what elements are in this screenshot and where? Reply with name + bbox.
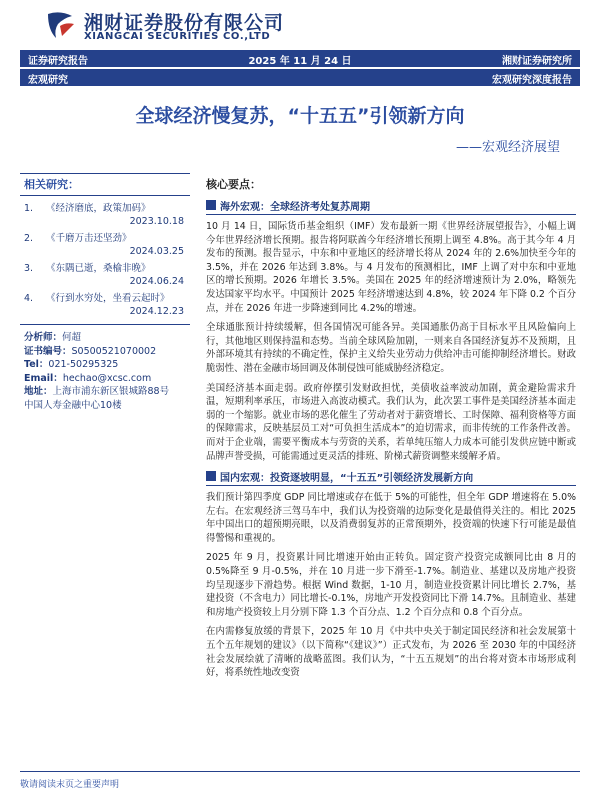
paragraph: 我们预计第四季度 GDP 同比增速或存在低于 5%的可能性，但全年 GDP 增速将在 5.0%左右。在宏观经济三驾马车中，我们认为投资端的边际变化是最值得关注的。相比 2025 年中国出口的超预期亮眼，以及消费弱复苏的正常预期外，投资端的快速下行可能是最值得警惕和重视的。 xyxy=(206,492,576,544)
footer-disclaimer: 敬请阅读末页之重要声明 xyxy=(20,780,120,790)
page-title: 全球经济慢复苏，“十五五”引领新方向 xyxy=(135,105,465,127)
institute-name: 湘财证券研究所 xyxy=(502,56,572,67)
paragraph: 在内需修复放缓的背景下，2025 年 10 月《中共中央关于制定国民经济和社会发展第十五个五年规划的建议》（以下简称“《建议》”）正式发布，为 2026 至 2030 年的中国经济社会发展绘就了清晰的战略蓝图。我们认为，“十五五规划”的出台将对资本市场形成利好，将系统性地改变资 xyxy=(206,626,576,679)
related-research-date: 2024.06.24 xyxy=(129,276,184,287)
paragraph: 全球通胀预计持续缓解，但各国情况可能各异。美国通胀仍高于目标水平且风险偏向上行，其他地区则保持温和态势。当前全球风险加剧，一则来自各国经济复苏不及预期，且外部环境其有持续的不确定性，保护主义给失业劳动力供给冲击可能抑制经济增长。财政脆弱性、潜在金融市场回调及体制侵蚀可能威胁经济稳定。 xyxy=(206,322,576,374)
analyst-tel: 021-50295325 xyxy=(48,359,119,370)
analyst-cert: S0500521070002 xyxy=(71,345,157,357)
company-logo xyxy=(44,4,404,44)
header-bar-bottom xyxy=(20,69,580,86)
company-logo-icon xyxy=(44,8,76,40)
related-research-item[interactable]: 2. 《千磨万击还坚劲》 2024.03.25 xyxy=(20,232,190,258)
paragraph: 2025 年 9 月，投资累计同比增速开始由正转负。固定资产投资完成额同比由 8 月的 0.5%降至 9 月-0.5%，并在 10 月进一步下滑至-1.7%。制造业、基建以及房地产投资均呈现逐步下滑趋势。根据 Wind 数据，1-10 月，制造业投资累计同比增长 2.7%，基建投资（不含电力）同比增长-0.1%，房地产开发投资同比下滑 14.7%。且制造业、基建和房地产投资较上月分别下降 1.3 个百分点、1.2 个百分点和 0.8 个百分点。 xyxy=(206,552,576,618)
related-research-item[interactable]: 3. 《东隅已逝，桑榆非晚》 2024.06.24 xyxy=(20,262,190,288)
related-research-item[interactable]: 4. 《行到水穷处，坐看云起时》 2024.12.23 xyxy=(20,292,190,318)
related-research-title: 《千磨万击还坚劲》 xyxy=(46,233,132,244)
related-research-item[interactable]: 1. 《经济磨底，政策加码》 2023.10.18 xyxy=(20,202,190,228)
sidebar-divider xyxy=(20,324,190,325)
report-category: 宏观研究 xyxy=(28,75,68,86)
related-research-date: 2023.10.18 xyxy=(129,216,184,227)
sidebar xyxy=(20,173,190,412)
related-research-title: 《经济磨底，政策加码》 xyxy=(46,203,151,214)
company-name-en: XIANGCAI SECURITIES CO.,LTD xyxy=(84,31,271,42)
related-research-title: 《东隅已逝，桑榆非晚》 xyxy=(46,263,151,274)
page-subtitle: ——宏观经济展望 xyxy=(455,140,560,155)
header-bar-top xyxy=(20,50,580,67)
section-heading-domestic: 国内宏观：投资逐坡明显，“十五五”引领经济发展新方向 xyxy=(206,469,576,485)
section-heading-overseas: 海外宏观：全球经济考处复苏周期 xyxy=(206,198,576,214)
paragraph: 10 月 14 日，国际货币基金组织（IMF）发布最新一期《世界经济展望报告》，小幅上调今年世界经济增长预期。报告将阿联酋今年经济增长预期上调至 4.8%。高于其今年 4 月发布的预测。报告显示，中东和中亚地区的经济增长将从 2024 年的 2.6%加快至今年的 3.5%，并在 2026 年达到 3.8%。与 4 月发布的预测相比，IMF 上调了对中东和中亚地区的增长预期。2026 年增长 3.5%。美国在 2025 年的经济增速预计为 2.0%，略领先发达国家平均水平。中国预计 2025 年经济增速达到 4.8%，较 2024 年下降 0.2 个百分点，并在 2026 年进一步降速到同比 4.2%的增速。 xyxy=(206,221,576,314)
analyst-info: 分析师：何超 证书编号：S0500521070002 Tel：021-50295325 Email：hechao@xcsc.com 地址：上海市浦东新区银城路88号 中国人寿金融中心10楼 xyxy=(24,332,170,411)
related-research-heading: 相关研究： xyxy=(20,173,190,196)
company-name-cn: 湘财证券股份有限公司 xyxy=(84,12,285,34)
related-research-date: 2024.03.25 xyxy=(129,246,184,257)
related-research-title: 《行到水穷处，坐看云起时》 xyxy=(46,293,170,304)
section-marker-icon xyxy=(206,471,216,481)
analyst-name: 何超 xyxy=(62,332,82,343)
footer-divider xyxy=(20,771,580,772)
analyst-address: 上海市浦东新区银城路88号 xyxy=(52,386,170,397)
related-research-date: 2024.12.23 xyxy=(129,306,184,317)
section-marker-icon xyxy=(206,200,216,210)
main-content xyxy=(206,176,576,680)
related-research-list xyxy=(20,202,190,318)
core-points-heading: 核心要点： xyxy=(206,178,261,191)
analyst-email[interactable]: hechao@xcsc.com xyxy=(62,372,152,384)
paragraph: 美国经济基本面走弱。政府停摆引发财政担忧，美债收益率波动加剧，黄金避险需求升温，短期利率承压，市场进入高波动模式。我们认为，此次罢工事件是美国经济基本面走弱的一个缩影。就业市场的恶化催生了劳动者对于薪资增长、工时保障、福利资格等方面的保障需求，反映基层员工对“可负担生活成本”的迫切需求，而非传统的工作条件改善。而对于企业端，需要平衡成本与劳资的关系，若单纯压缩人力成本可能引发供应链中断或品牌声誉受损，可能需通过更灵活的排班、阶梯式薪资调整来缓解矛盾。 xyxy=(206,382,576,462)
analyst-address-line2: 中国人寿金融中心10楼 xyxy=(24,399,122,411)
report-type: 证券研究报告 xyxy=(28,56,88,67)
report-date: 2025 年 11 月 24 日 xyxy=(248,56,352,67)
report-subcategory: 宏观研究深度报告 xyxy=(492,75,572,86)
